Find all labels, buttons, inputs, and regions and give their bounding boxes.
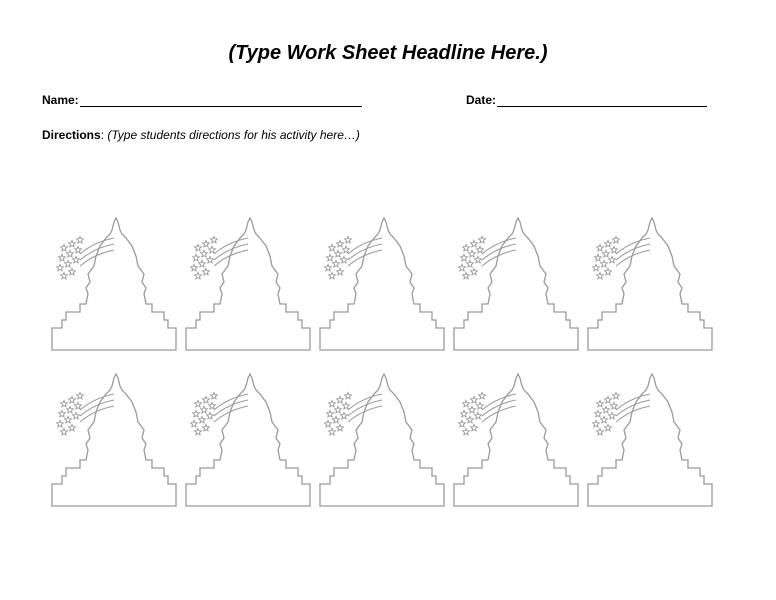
capitol-dome-outline <box>320 218 444 350</box>
star-icon <box>65 260 72 267</box>
star-icon <box>211 236 218 243</box>
capitol-dome-icon <box>318 216 446 356</box>
star-icon <box>207 412 214 419</box>
star-icon <box>593 420 600 427</box>
star-icon <box>343 402 350 409</box>
star-icon <box>341 412 348 419</box>
capitol-dome-icon <box>50 372 178 512</box>
star-icon <box>603 406 610 413</box>
star-icon <box>463 428 470 435</box>
star-icon <box>73 256 80 263</box>
star-icon <box>329 400 336 407</box>
capitol-dome-icon <box>586 372 714 512</box>
star-icon <box>67 250 74 257</box>
star-icon <box>471 240 478 247</box>
star-icon <box>459 264 466 271</box>
star-icon <box>195 428 202 435</box>
star-icon <box>337 396 344 403</box>
star-icon <box>325 264 332 271</box>
star-icon <box>69 268 76 275</box>
star-icon <box>207 256 214 263</box>
capitol-dome-icon <box>318 372 446 512</box>
star-icon <box>477 402 484 409</box>
star-icon <box>329 428 336 435</box>
star-icon <box>613 392 620 399</box>
star-icon <box>463 244 470 251</box>
star-icon <box>67 406 74 413</box>
star-icon <box>333 416 340 423</box>
capitol-dome-icon <box>452 216 580 356</box>
star-icon <box>327 254 334 261</box>
star-icon <box>605 424 612 431</box>
star-icon <box>75 402 82 409</box>
name-blank-line[interactable] <box>80 93 362 107</box>
star-icon <box>201 250 208 257</box>
star-icon <box>337 240 344 247</box>
star-icon <box>613 236 620 243</box>
star-icon <box>203 424 210 431</box>
capitol-outline-icon <box>318 372 446 512</box>
star-icon <box>203 396 210 403</box>
star-icon <box>467 260 474 267</box>
star-icon <box>195 272 202 279</box>
star-icon <box>597 400 604 407</box>
star-icon <box>337 424 344 431</box>
star-icon <box>593 264 600 271</box>
star-icon <box>193 254 200 261</box>
star-icon <box>463 272 470 279</box>
star-icon <box>195 400 202 407</box>
star-icon <box>597 428 604 435</box>
star-icon <box>469 250 476 257</box>
date-label: Date: <box>466 93 497 107</box>
capitol-dome-icon <box>586 216 714 356</box>
star-icon <box>325 420 332 427</box>
star-icon <box>595 254 602 261</box>
star-icon <box>475 412 482 419</box>
star-icon <box>609 412 616 419</box>
star-icon <box>471 268 478 275</box>
star-icon <box>191 420 198 427</box>
star-icon <box>75 246 82 253</box>
star-icon <box>461 254 468 261</box>
capitol-dome-outline <box>52 374 176 506</box>
star-icon <box>329 272 336 279</box>
star-icon <box>209 402 216 409</box>
star-icon <box>203 240 210 247</box>
directions-text: (Type students directions for his activity here…) <box>107 128 360 142</box>
star-icon <box>601 416 608 423</box>
star-icon <box>77 392 84 399</box>
star-icon <box>605 268 612 275</box>
capitol-outline-icon <box>50 372 178 512</box>
star-icon <box>199 416 206 423</box>
star-icon <box>329 244 336 251</box>
star-icon <box>69 424 76 431</box>
name-label: Name: <box>42 93 79 107</box>
star-icon <box>477 246 484 253</box>
capitol-dome-outline <box>454 374 578 506</box>
directions-label: Directions <box>42 128 101 142</box>
star-icon <box>65 416 72 423</box>
star-icon <box>195 244 202 251</box>
worksheet-headline: (Type Work Sheet Headline Here.) <box>228 42 548 64</box>
star-icon <box>199 260 206 267</box>
star-icon <box>469 406 476 413</box>
star-icon <box>337 268 344 275</box>
capitol-dome-icon <box>184 372 312 512</box>
star-icon <box>59 410 66 417</box>
star-icon <box>479 392 486 399</box>
star-icon <box>193 410 200 417</box>
star-icon <box>203 268 210 275</box>
star-icon <box>471 396 478 403</box>
capitol-dome-icon <box>50 216 178 356</box>
star-icon <box>611 246 618 253</box>
star-icon <box>345 236 352 243</box>
star-icon <box>605 240 612 247</box>
star-icon <box>471 424 478 431</box>
star-icon <box>343 246 350 253</box>
name-field <box>42 93 362 107</box>
capitol-graphics-grid <box>50 216 730 516</box>
star-icon <box>201 406 208 413</box>
star-icon <box>461 410 468 417</box>
capitol-outline-icon <box>184 216 312 356</box>
star-icon <box>603 250 610 257</box>
star-icon <box>69 396 76 403</box>
capitol-dome-outline <box>186 218 310 350</box>
capitol-outline-icon <box>452 372 580 512</box>
star-icon <box>345 392 352 399</box>
star-icon <box>341 256 348 263</box>
capitol-dome-outline <box>52 218 176 350</box>
star-icon <box>327 410 334 417</box>
star-icon <box>463 400 470 407</box>
capitol-outline-icon <box>586 372 714 512</box>
star-icon <box>459 420 466 427</box>
star-icon <box>61 400 68 407</box>
capitol-outline-icon <box>318 216 446 356</box>
star-icon <box>609 256 616 263</box>
star-icon <box>73 412 80 419</box>
star-icon <box>211 392 218 399</box>
capitol-dome-icon <box>452 372 580 512</box>
star-icon <box>611 402 618 409</box>
star-icon <box>479 236 486 243</box>
star-icon <box>605 396 612 403</box>
star-icon <box>597 244 604 251</box>
star-icon <box>57 420 64 427</box>
directions <box>42 128 360 142</box>
star-icon <box>467 416 474 423</box>
star-icon <box>597 272 604 279</box>
capitol-outline-icon <box>184 372 312 512</box>
star-icon <box>209 246 216 253</box>
star-icon <box>333 260 340 267</box>
date-blank-line[interactable] <box>497 93 707 107</box>
star-icon <box>57 264 64 271</box>
capitol-outline-icon <box>586 216 714 356</box>
capitol-dome-outline <box>454 218 578 350</box>
star-icon <box>191 264 198 271</box>
capitol-dome-outline <box>588 374 712 506</box>
directions-separator: : <box>100 128 108 142</box>
capitol-dome-outline <box>320 374 444 506</box>
star-icon <box>61 428 68 435</box>
star-icon <box>595 410 602 417</box>
star-icon <box>59 254 66 261</box>
star-icon <box>601 260 608 267</box>
star-icon <box>475 256 482 263</box>
capitol-dome-outline <box>588 218 712 350</box>
star-icon <box>69 240 76 247</box>
capitol-dome-outline <box>186 374 310 506</box>
star-icon <box>61 272 68 279</box>
capitol-outline-icon <box>50 216 178 356</box>
star-icon <box>77 236 84 243</box>
capitol-outline-icon <box>452 216 580 356</box>
star-icon <box>335 250 342 257</box>
star-icon <box>335 406 342 413</box>
capitol-dome-icon <box>184 216 312 356</box>
date-field <box>466 93 707 107</box>
star-icon <box>61 244 68 251</box>
